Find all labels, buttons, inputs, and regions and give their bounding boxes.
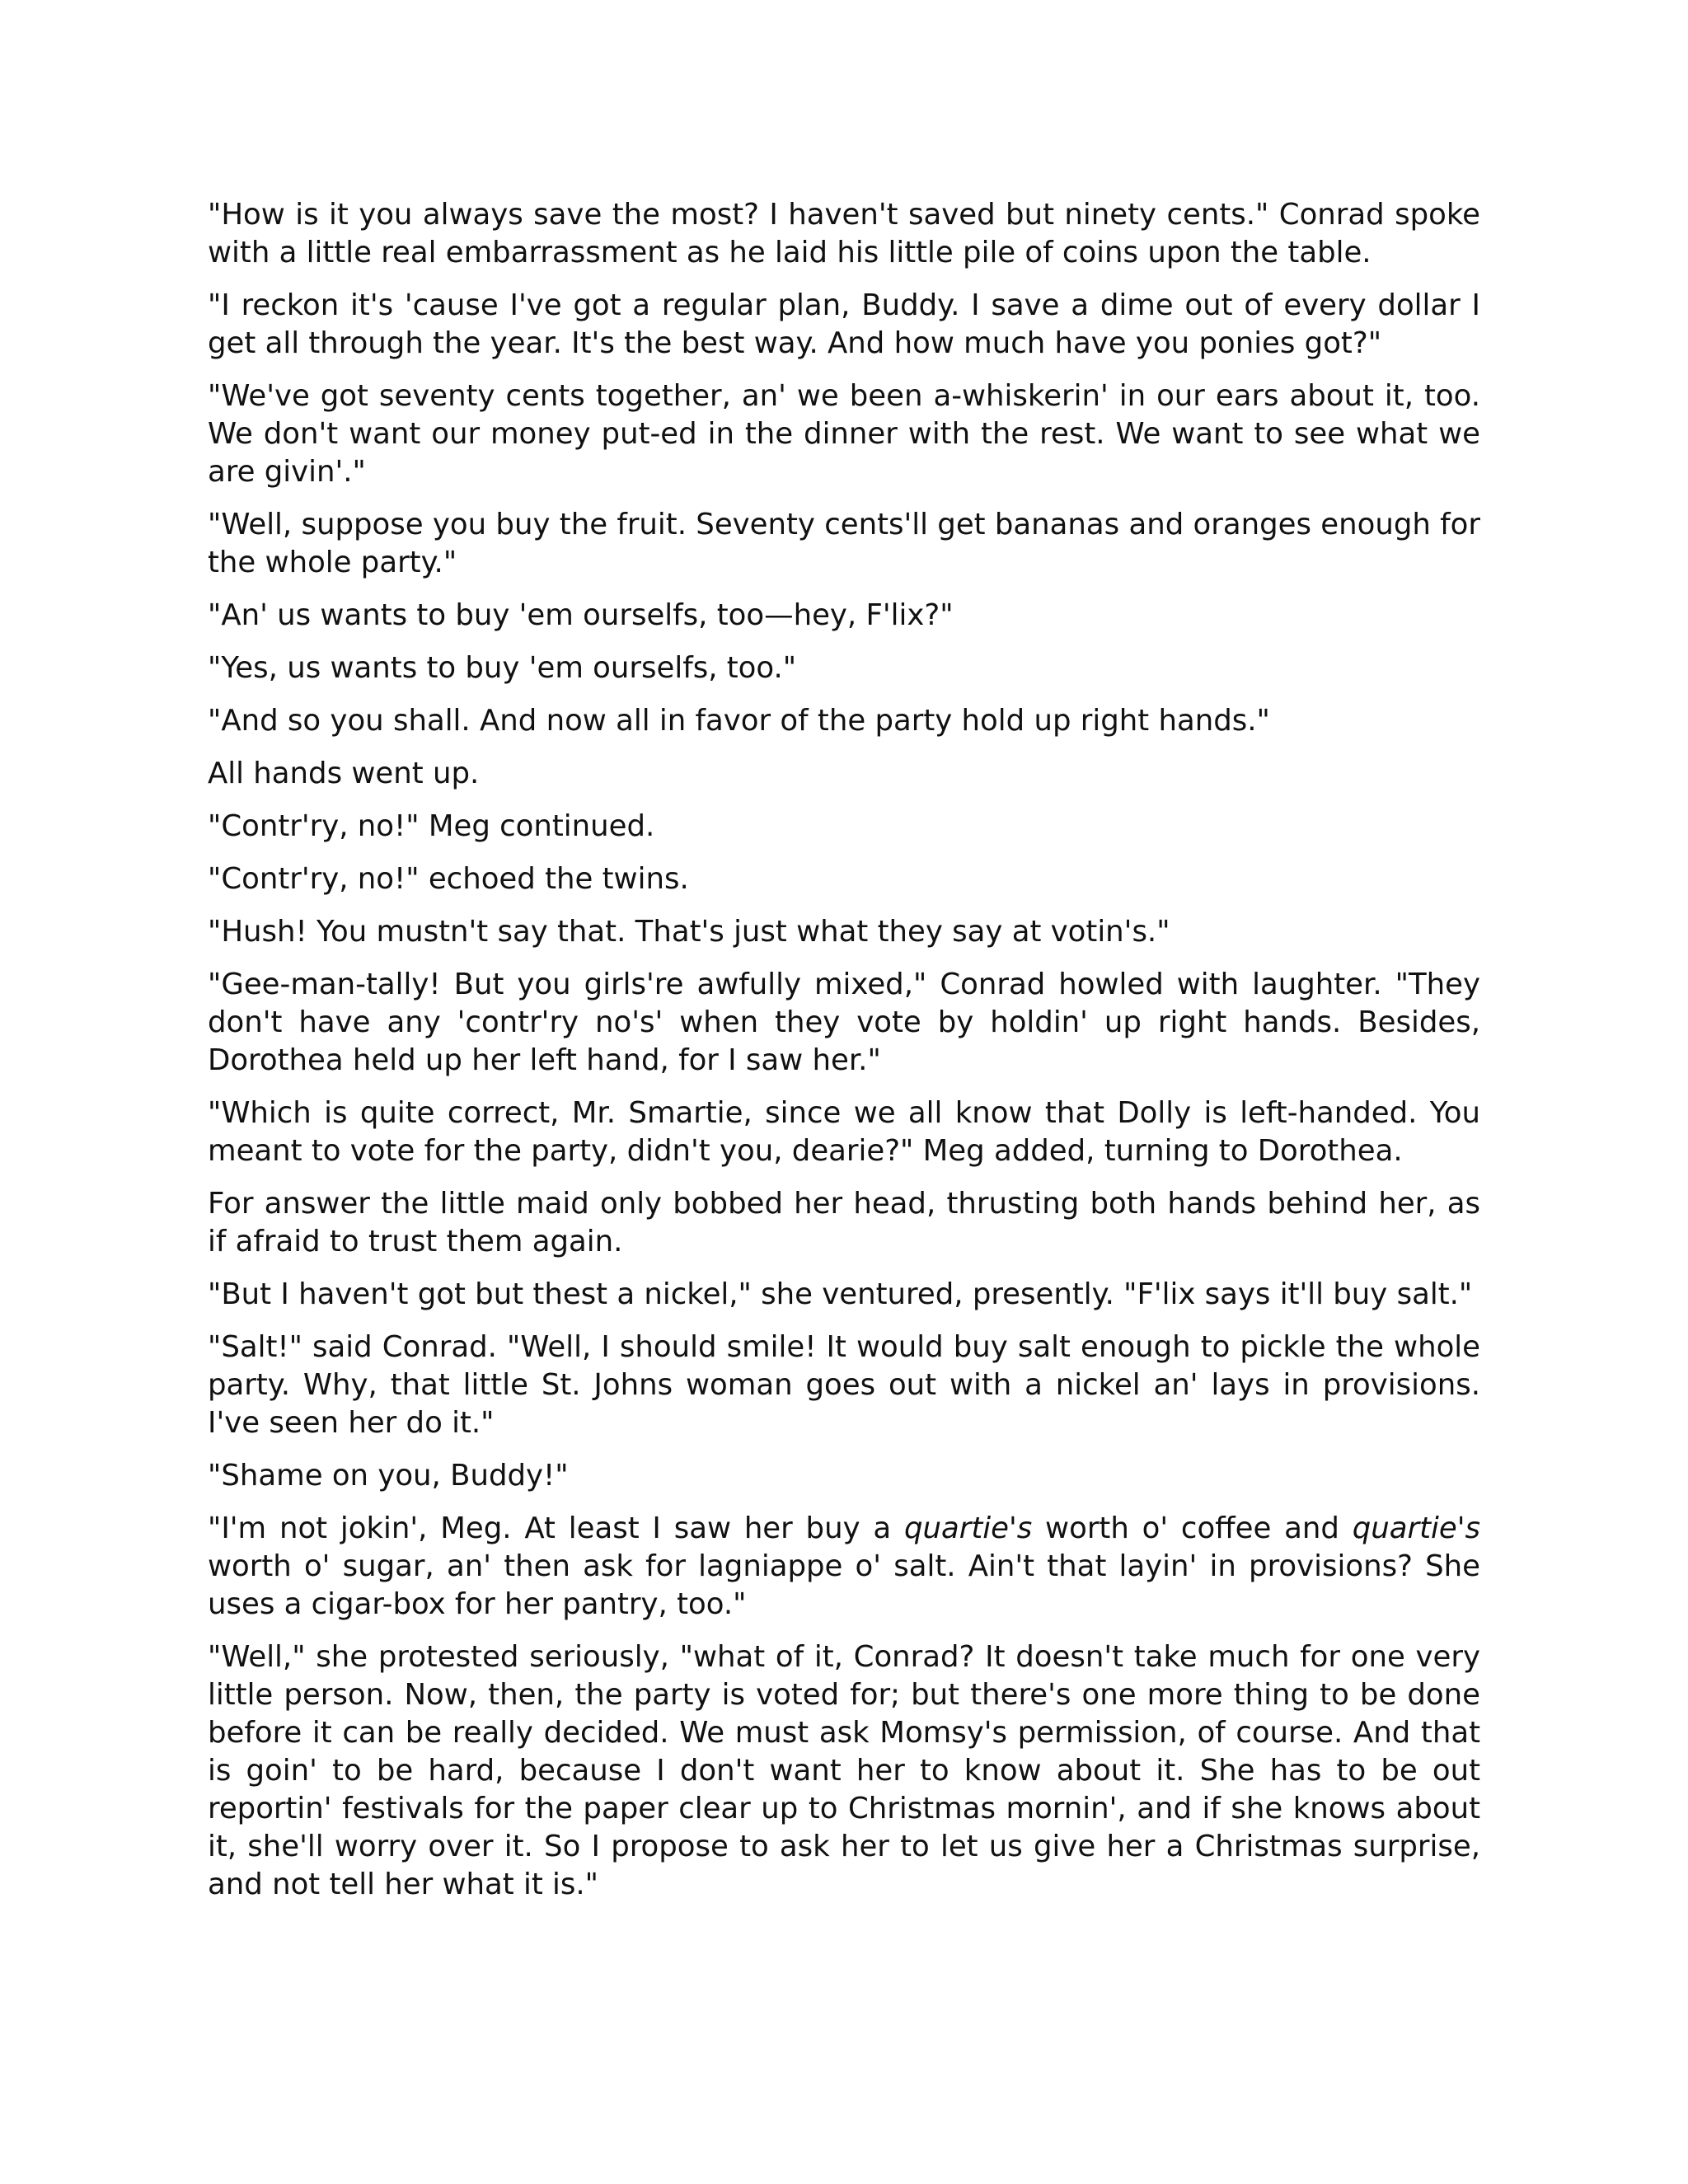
paragraph xyxy=(208,1185,1480,1261)
text-run: "Contr'ry, no!" echoed the twins. xyxy=(208,862,689,896)
paragraph xyxy=(208,196,1480,272)
text-run: "We've got seventy cents together, an' we been a-whiskerin' in our ears about it, too. We don't want our money put-ed in the dinner with the rest. We want to see what we are givin'." xyxy=(208,379,1480,489)
paragraph xyxy=(208,1457,1480,1495)
paragraph xyxy=(208,860,1480,898)
paragraph xyxy=(208,913,1480,951)
paragraph xyxy=(208,377,1480,491)
paragraph xyxy=(208,649,1480,687)
paragraph xyxy=(208,1510,1480,1624)
text-run: "And so you shall. And now all in favor of the party hold up right hands." xyxy=(208,704,1270,738)
paragraph xyxy=(208,1329,1480,1442)
text-run: All hands went up. xyxy=(208,757,480,790)
text-run: "Shame on you, Buddy!" xyxy=(208,1459,569,1493)
paragraph xyxy=(208,506,1480,582)
text-run: "Contr'ry, no!" Meg continued. xyxy=(208,809,655,843)
paragraph xyxy=(208,702,1480,740)
text-run: "Salt!" said Conrad. "Well, I should smile! It would buy salt enough to pickle the whole party. Why, that little St. Johns woman goes out with a nickel an' lays in provisions. I've seen her do it." xyxy=(208,1330,1480,1440)
text-run: "But I haven't got but thest a nickel," she ventured, presently. "F'lix says it'll buy salt." xyxy=(208,1277,1473,1311)
text-run: "I'm not jokin', Meg. At least I saw her buy a xyxy=(208,1511,904,1545)
paragraph xyxy=(208,966,1480,1080)
text-run: "An' us wants to buy 'em ourselfs, too—hey, F'lix?" xyxy=(208,598,954,632)
italic-text: quartie's xyxy=(1352,1511,1480,1545)
paragraph xyxy=(208,287,1480,363)
text-run: worth o' sugar, an' then ask for lagniappe o' salt. Ain't that layin' in provisions? She uses a cigar-box for her pantry, too." xyxy=(208,1549,1480,1621)
paragraph xyxy=(208,597,1480,635)
paragraph xyxy=(208,1094,1480,1170)
paragraph xyxy=(208,1276,1480,1314)
text-run: "Yes, us wants to buy 'em ourselfs, too." xyxy=(208,651,797,685)
paragraph xyxy=(208,755,1480,793)
text-run: For answer the little maid only bobbed her head, thrusting both hands behind her, as if afraid to trust them again. xyxy=(208,1187,1480,1258)
text-run: "Hush! You mustn't say that. That's just what they say at votin's." xyxy=(208,915,1170,949)
italic-text: quartie's xyxy=(903,1511,1033,1545)
text-run: "How is it you always save the most? I haven't saved but ninety cents." Conrad spoke with a little real embarrassment as he laid his little pile of coins upon the table. xyxy=(208,198,1480,269)
text-run: "Which is quite correct, Mr. Smartie, since we all know that Dolly is left-handed. You meant to vote for the party, didn't you, dearie?" Meg added, turning to Dorothea. xyxy=(208,1096,1480,1168)
text-run: "Well, suppose you buy the fruit. Seventy cents'll get bananas and oranges enough for the whole party." xyxy=(208,508,1480,579)
paragraph xyxy=(208,1638,1480,1904)
text-run: "I reckon it's 'cause I've got a regular plan, Buddy. I save a dime out of every dollar I get all through the year. It's the best way. And how much have you ponies got?" xyxy=(208,288,1480,360)
text-run: worth o' coffee and xyxy=(1032,1511,1353,1545)
document-page xyxy=(208,196,1480,1919)
paragraph xyxy=(208,808,1480,846)
text-run: "Gee-man-tally! But you girls're awfully mixed," Conrad howled with laughter. "They don't have any 'contr'ry no's' when they vote by holdin' up right hands. Besides, Dorothea held up her left hand, for I saw her." xyxy=(208,968,1480,1077)
text-run: "Well," she protested seriously, "what of it, Conrad? It doesn't take much for one very little person. Now, then, the party is voted for; but there's one more thing to be done before it can be really decided. We must ask Momsy's permission, of course. And that is goin' to be hard, because I don't want her to know about it. She has to be out reportin' festivals for the paper clear up to Christmas mornin', and if she knows about it, she'll worry over it. So I propose to ask her to let us give her a Christmas surprise, and not tell her what it is." xyxy=(208,1640,1480,1901)
